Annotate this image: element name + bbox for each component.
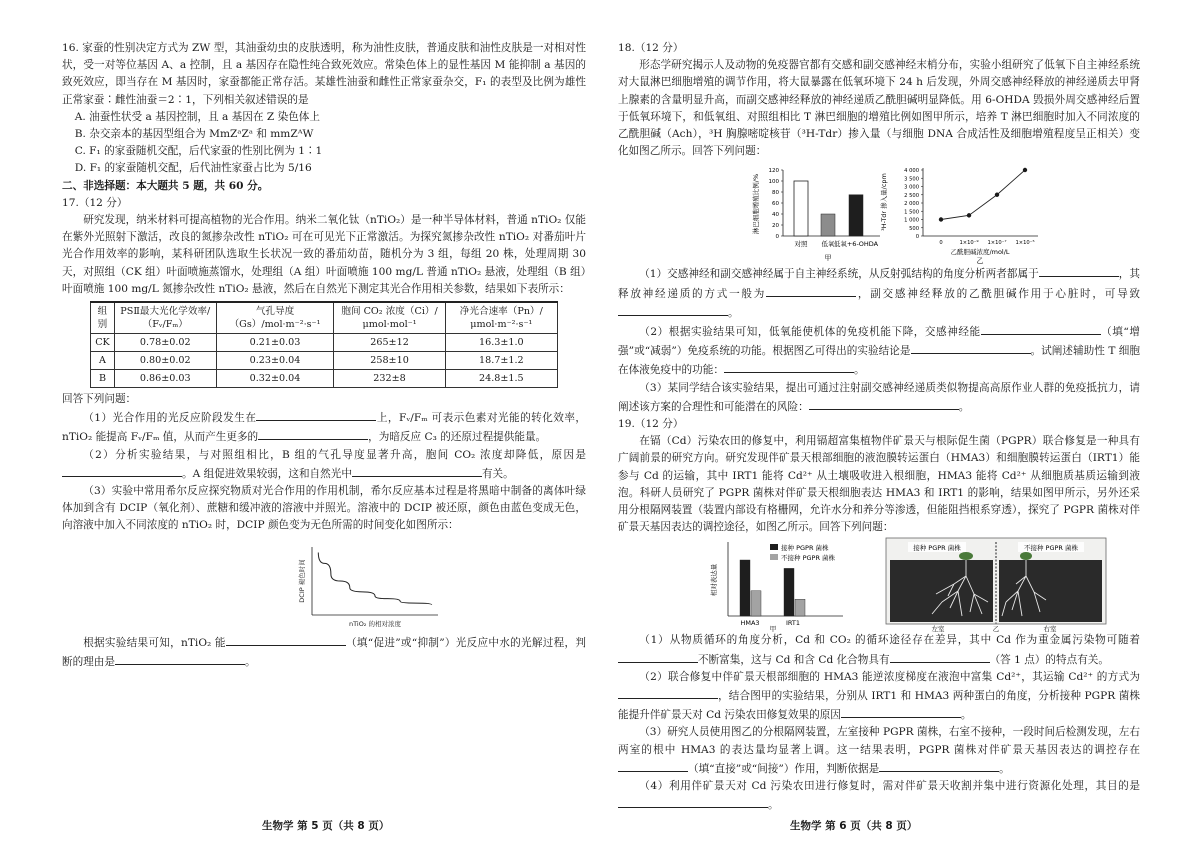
text-span: （填“促进”或“抑制”）光反应中水的光解过程，判断的理由是 [62, 636, 586, 668]
text-span: ，副交感神经释放的乙酰胆碱作用于心脏时，可导致 [856, 287, 1141, 300]
bar-hypoxia-6ohda [849, 195, 863, 236]
table-row [91, 334, 558, 352]
data-point [995, 193, 999, 197]
text-span: （1）从物质循环的角度分析，Cd 和 CO₂ 的循环途径存在差异，其中 Cd 作为重金属污染物可随着 [639, 634, 1140, 647]
figure-caption: 乙 [976, 257, 984, 265]
q17-part2 [62, 447, 586, 483]
ach-line [941, 170, 1025, 220]
expression-bar [784, 569, 794, 617]
table-cell: 0.23±0.04 [216, 352, 334, 370]
section-heading: 二、非选择题：本大题共 5 题，共 60 分。 [62, 179, 269, 192]
right-page [618, 40, 1140, 815]
text-span: 。 [244, 655, 256, 668]
text-span: 根据实验结果可知，nTiO₂ 能 [83, 636, 226, 649]
text-span: 。 [768, 799, 779, 812]
y-tick-label: 2 000 [904, 201, 919, 208]
x-tick-label: 1×10⁻⁹ [959, 240, 979, 247]
table-header: PSⅡ最大光化学效率/（Fᵥ/Fₘ） [114, 302, 216, 334]
legend-swatch-uninoculated [770, 554, 778, 560]
q17-figure [62, 535, 586, 633]
bar-control [794, 181, 808, 236]
footer-page-5: 生物学 第 5 页（共 8 页） [262, 820, 390, 832]
answer-blank[interactable] [766, 284, 856, 297]
expression-bar [751, 591, 761, 616]
text-span: （1）交感神经和副交感神经属于自主神经系统，从反射弧结构的角度分析两者都属于 [639, 268, 1039, 281]
answer-blank[interactable] [618, 759, 688, 772]
q16-option-a: A. 油蚕性状受 a 基因控制，且 a 基因在 Z 染色体上 [74, 110, 320, 123]
table-cell: 16.3±1.0 [445, 334, 557, 352]
expression-bar [740, 560, 750, 616]
text-span: （2）联合修复中伴矿景天根部细胞的 HMA3 能逆浓度梯度在液泡中富集 Cd²⁺，其运输 Cd²⁺ 的方式为 [639, 670, 1140, 683]
data-point [967, 214, 971, 218]
answer-blank[interactable] [352, 464, 482, 477]
q19-part2 [618, 669, 1140, 725]
answer-blank[interactable] [115, 652, 245, 665]
q18-figures [618, 160, 1140, 264]
answer-blank[interactable] [256, 408, 376, 421]
text-span: （3）研究人员使用图乙的分根隔网装置，左室接种 PGPR 菌株，右室不接种，一段时间后检测发现，左右两室的根中 HMA3 的表达量均显著上调。这一结果表明，PGPR 菌株对伴矿景天基因表达的调控存在 [618, 726, 1140, 756]
y-tick-label: 80 [772, 190, 779, 197]
table-cell: B [91, 370, 115, 388]
y-tick-label: 500 [909, 226, 919, 233]
y-tick-label: 60 [772, 201, 779, 208]
x-tick-label: IRT1 [785, 619, 801, 628]
table-cell: 0.21±0.03 [216, 334, 334, 352]
text-span: （答 1 点）的特点有关。 [989, 653, 1109, 666]
y-tick-label: 1 500 [904, 209, 919, 216]
legend-label: 接种 PGPR 菌株 [781, 544, 829, 553]
y-tick-label: 20 [772, 223, 779, 230]
q18-part1 [618, 264, 1140, 322]
answer-blank[interactable] [890, 650, 990, 663]
text-span: （填“直接”或“间接”）作用，判断依据是 [688, 762, 880, 775]
q17-part3: （3）实验中常用希尔反应探究物质对光合作用的作用机制，希尔反应基本过程是将黑暗中制备的离体叶绿体加到含有 DCIP（氧化剂）、蔗糖和缓冲液的溶液中并照光。溶液中的 DCIP 被还原，颜色由蓝色变成无色，向溶液中加入不同浓度的 nTiO₂ 时，DCIP 颜色变为无色所需的时间变化如图所示： [62, 485, 586, 532]
y-tick-label: 2 500 [904, 193, 919, 200]
figure-caption: 甲 [769, 625, 777, 633]
q19-charts [618, 536, 1140, 632]
text-span: （4）利用伴矿景天对 Cd 污染农田进行修复时，需对伴矿景天收割并集中进行资源化处理，其目的是 [639, 780, 1140, 793]
q16-stem: 16. 家蚕的性别决定方式为 ZW 型，其油蚕幼虫的皮肤透明，称为油性皮肤，普通皮肤和油性皮肤是一对相对性状，受一对等位基因 A、a 控制，且 a 基因存在隐性纯合致死效应。常染色体上的显性基因 M 能抑制 a 基因的致死效应，即当存在 M 基因时，家蚕都能正常存活。某雄性油蚕和雌性正常家蚕杂交，F₁ 的表型及比例为雄性正常家蚕∶雌性油蚕＝2∶1，下列相关叙述错误的是 [62, 42, 586, 106]
y-tick-label: 0 [915, 234, 919, 241]
ach-points [939, 168, 1027, 222]
y-tick-label: 40 [772, 212, 779, 219]
q17-ask: 回答下列问题： [62, 393, 137, 406]
answer-blank[interactable] [879, 759, 999, 772]
text-span: 。 [958, 400, 970, 413]
table-header: 组别 [91, 302, 115, 334]
y-tick-label: 3 000 [904, 184, 919, 191]
figure-caption: 甲 [824, 254, 832, 263]
footer-page-6: 生物学 第 6 页（共 8 页） [790, 820, 918, 832]
y-axis-label: 相对表达量 [710, 564, 718, 597]
table-cell: 232±8 [334, 370, 445, 388]
answer-blank[interactable] [618, 303, 728, 316]
table-cell: 265±12 [334, 334, 445, 352]
text-span: 。 [999, 762, 1010, 775]
x-tick-label: 低氧+6-OHDA [833, 240, 879, 249]
y-axis-label: ³H-Tdr 掺入量/cpm [880, 173, 888, 232]
q18-part2 [618, 322, 1140, 380]
q17-number: 17.（12 分） [62, 196, 128, 209]
table-cell: A [91, 352, 115, 370]
text-span: ，其释放神经递质的方式一般为 [618, 268, 1140, 300]
q16-option-c: C. F₁ 的家蚕随机交配，后代家蚕的性别比例为 1∶1 [74, 145, 323, 158]
answer-blank[interactable] [618, 650, 698, 663]
q19-part1 [618, 632, 1140, 668]
q17-intro: 研究发现，纳米材料可提高植物的光合作用。纳米二氧化钛（nTiO₂）是一种半导体材料，普通 nTiO₂ 仅能在紫外光照射下激活，改良的氮掺杂改性 nTiO₂ 可在可见光下正常激活。为探究氮掺杂改性 nTiO₂ 对番茄叶片光合作用效率的影响，某科研团队选取生长状况一致的番茄幼苗，随机分为 3 组，每组 20 株，处理周期 30 天，对照组（CK 组）叶面喷施蒸馏水，处理组（A 组）叶面喷施 100 mg/L 普通 nTiO₂ 悬液，处理组（B 组）叶面喷施 100 mg/L 氮掺杂改性 nTiO₂ 悬液，然后在自然光下测定其光合作用相关参数，结果如下表所示： [62, 214, 586, 295]
y-axis-label: 淋巴细胞增殖比例/% [752, 174, 760, 235]
chart-a-ticks [769, 168, 784, 240]
x-tick-label: 0 [939, 240, 943, 247]
table-header: 净光合速率（Pn）/μmol·m⁻²·s⁻¹ [445, 302, 557, 334]
text-span: （2）根据实验结果可知，低氧能使机体的免疫机能下降，交感神经能 [639, 326, 981, 339]
text-span: （3）某同学结合该实验结果，提出可通过注射副交感神经递质类似物提高高原作业人群的免疫抵抗力，请阐述该方案的合理性和可能潜在的风险： [618, 381, 1140, 413]
answer-blank[interactable] [841, 705, 961, 718]
answer-blank[interactable] [258, 427, 368, 440]
table-cell: 18.7±1.2 [445, 352, 557, 370]
data-point [1023, 168, 1027, 172]
table-cell: 0.80±0.02 [114, 352, 216, 370]
y-tick-label: 4 000 [904, 168, 919, 175]
y-tick-label: 3 500 [904, 176, 919, 183]
text-span: 有关。 [481, 467, 514, 480]
q17-results-table [90, 301, 558, 388]
answer-blank[interactable] [911, 341, 1031, 354]
answer-blank[interactable] [618, 686, 718, 699]
x-tick-label: 1×10⁻⁷ [987, 240, 1007, 247]
text-span: 。 [853, 364, 865, 377]
table-row [91, 370, 558, 388]
chart-b-ticks [904, 168, 923, 240]
table-row [91, 352, 558, 370]
q19-part4 [618, 778, 1140, 814]
q18-intro: 形态学研究揭示人及动物的免疫器官都有交感和副交感神经末梢分布，实验小组研究了低氧下自主神经系统对大鼠淋巴细胞增殖的调节作用，将大鼠暴露在低氧环境下 24 h 后发现，外周交感神经释放的神经递质去甲肾上腺素的含量明显升高，而副交感神经释放的神经递质乙酰胆碱明显降低。用 6-OHDA 毁损外周交感神经后置于低氧环境下，和低氧组、对照组相比 T 淋巴细胞的增殖比例如图甲所示，培养 T 淋巴细胞时加入不同浓度的乙酰胆碱（Ach），³H 胸腺嘧啶核苷（³H-Tdr）掺入量（与细胞 DNA 合成活性及细胞增殖程度呈正相关）变化如图乙所示。回答下列问题： [618, 59, 1140, 158]
table-cell: 0.32±0.04 [216, 370, 334, 388]
x-axis-label: 乙酰胆碱浓度/mol/L [950, 248, 1010, 257]
expression-bars [740, 560, 805, 616]
chart-axes [312, 547, 438, 615]
table-header: 胞间 CO₂ 浓度（Ci）/μmol·mol⁻¹ [334, 302, 445, 334]
answer-blank[interactable] [62, 464, 182, 477]
x-tick-label: HMA3 [740, 619, 760, 628]
text-span: （2）分析实验结果，与对照组相比，B 组的气孔导度显著升高，胞间 CO₂ 浓度却降低，原因是 [83, 448, 586, 461]
answer-blank[interactable] [724, 360, 854, 373]
q19-part3 [618, 724, 1140, 778]
q19-number: 19.（12 分） [618, 418, 684, 431]
left-room-treatment: 接种 PGPR 菌株 [913, 544, 961, 553]
y-tick-label: 100 [768, 179, 779, 186]
table-cell: 258±10 [334, 352, 445, 370]
y-tick-label: 120 [768, 168, 779, 175]
bar-hypoxia [821, 214, 835, 236]
answer-blank[interactable] [981, 322, 1101, 335]
table-cell: 0.78±0.02 [114, 334, 216, 352]
y-tick-label: 1 000 [904, 217, 919, 224]
y-tick-label: 0 [775, 234, 779, 241]
table-cell: CK [91, 334, 115, 352]
right-room-treatment: 不接种 PGPR 菌株 [1023, 544, 1079, 553]
answer-blank[interactable] [618, 795, 768, 808]
text-span: （填“增强”或“减弱”）免疫系统的功能。根据图乙可得出的实验结论是 [618, 326, 1140, 358]
chart-b-x-ticks [939, 240, 1034, 246]
dcip-curve [318, 552, 431, 604]
left-page [62, 40, 586, 671]
text-span: 。试阐述辅助性 T 细胞在体液免疫中的功能： [618, 345, 1140, 377]
q18-number: 18.（12 分） [618, 42, 684, 54]
legend-swatch-inoculated [770, 544, 778, 550]
x-tick-label: 1×10⁻⁵ [1015, 240, 1035, 247]
answer-blank[interactable] [226, 633, 346, 646]
left-room-label: 左室 [931, 625, 945, 633]
text-span: 。 [728, 306, 739, 319]
x-tick-label: 低氧 [821, 240, 835, 249]
data-point [939, 218, 943, 222]
q17-part1 [62, 408, 586, 446]
q16-option-b: B. 杂交亲本的基因型组合为 MmZᵃZᵃ 和 mmZᴬW [74, 128, 314, 141]
text-span: 上，Fᵥ/Fₘ 可表示色素对光能的转化效率，nTiO₂ 能提高 Fᵥ/Fₘ 值，从而产生更多的 [62, 412, 586, 444]
q19-figures [618, 536, 1140, 632]
figure-caption: 乙 [992, 625, 1000, 633]
right-room-label: 右室 [1043, 625, 1057, 633]
text-span: 。 [960, 709, 972, 722]
text-span: （1）光合作用的光反应阶段发生在 [83, 412, 257, 425]
legend-label: 不接种 PGPR 菌株 [781, 554, 836, 563]
expression-bar [795, 600, 805, 617]
text-span: ，结合图甲的实验结果，分别从 IRT1 和 HMA3 两种蛋白的角度，分析接种 PGPR 菌株能提升伴矿景天对 Cd 污染农田修复效果的原因 [618, 690, 1140, 722]
answer-blank[interactable] [809, 397, 959, 410]
x-tick-label: 对照 [794, 240, 808, 249]
q17-part4 [62, 633, 586, 671]
text-span: ，为暗反应 C₃ 的还原过程提供能量。 [368, 431, 547, 444]
q16-option-d: D. F₁ 的家蚕随机交配，后代油性家蚕占比为 5/16 [74, 162, 312, 175]
dcip-fade-time-chart [62, 535, 586, 633]
q19-intro: 在镉（Cd）污染农田的修复中，利用镉超富集植物伴矿景天与根际促生菌（PGPR）联合修复是一种具有广阔前景的研究方向。研究发现伴矿景天根部细胞的液泡膜转运蛋白（HMA3）和细胞膜转运蛋白（IRT1）能参与 Cd 的运输，其中 IRT1 能将 Cd²⁺ 从土壤吸收进入根细胞，HMA3 能将 Cd²⁺ 从细胞质基质运输到液泡。科研人员研究了 PGPR 菌株对伴矿景天根细胞表达 HMA3 和 IRT1 的影响，结果如图甲所示，另外还采用分根隔网装置（装置内部设有格栅网，允许水分和养分等渗透，但能阻挡根系穿透），探究了 PGPR 菌株对伴矿景天基因表达的调控途径，如图乙所示。回答下列问题： [618, 435, 1140, 534]
table-cell: 24.8±1.5 [445, 370, 557, 388]
q18-charts [618, 160, 1140, 264]
x-axis-label: nTiO₂ 的相对浓度 [349, 619, 401, 628]
text-span: 。A 组促进效果较弱，这和自然光中 [182, 467, 352, 480]
q18-part3 [618, 380, 1140, 416]
table-cell: 0.86±0.03 [114, 370, 216, 388]
right-chamber-soil [999, 560, 1102, 622]
y-axis-label: DCIP 褪色时间 [298, 558, 306, 603]
answer-blank[interactable] [1039, 264, 1119, 277]
text-span: 不断富集，这与 Cd 和含 Cd 化合物具有 [698, 653, 890, 666]
table-header: 气孔导度（Gs）/mol·m⁻²·s⁻¹ [216, 302, 334, 334]
